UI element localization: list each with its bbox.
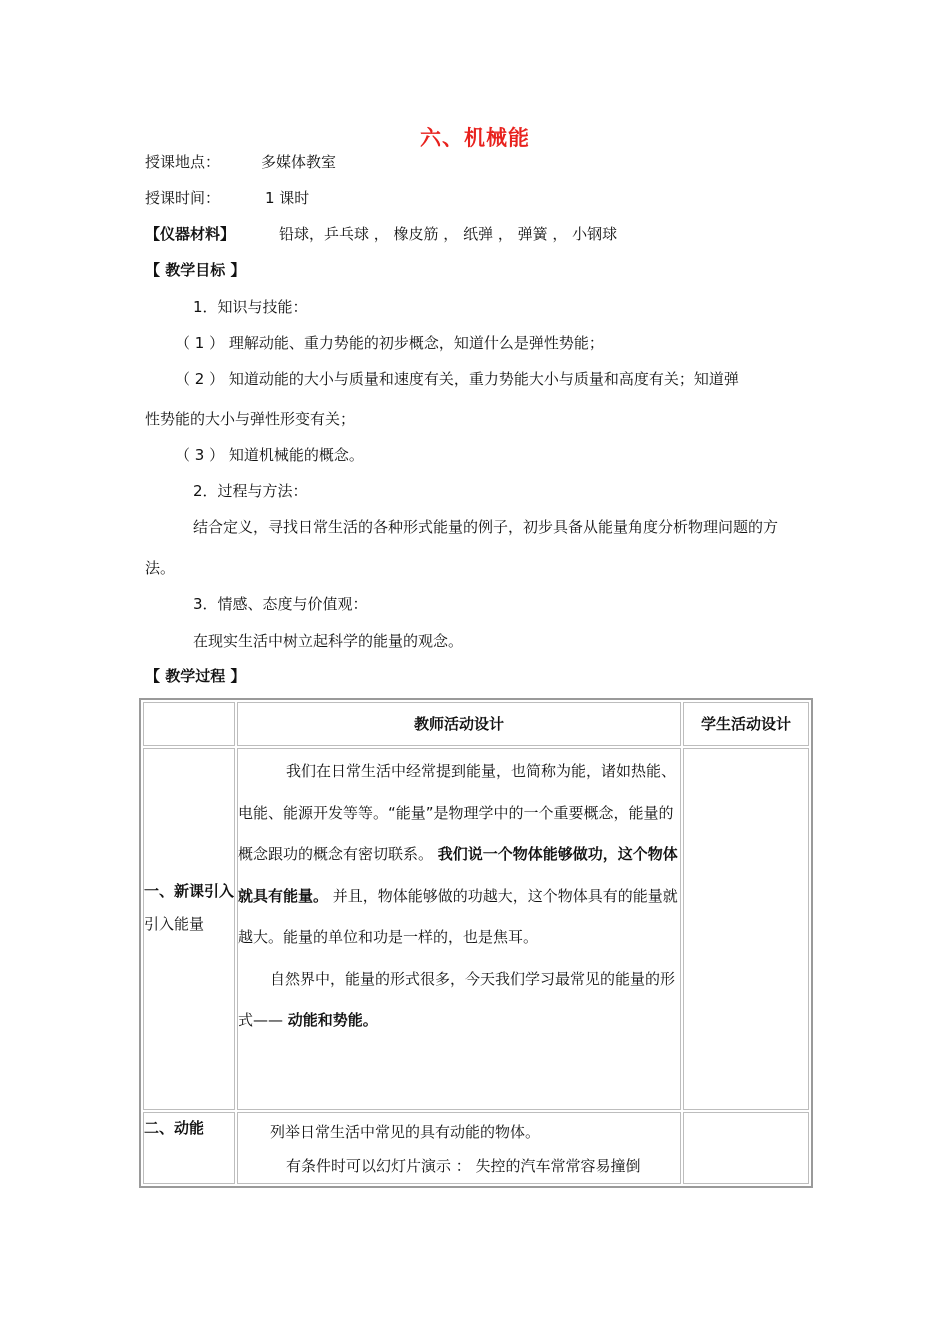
row1-teacher-cell xyxy=(237,748,681,1110)
materials-label: 【仪器材料】 xyxy=(145,225,236,243)
row2-text-2: 有条件时可以幻灯片演示 ： 失控的汽车常常容易撞倒 xyxy=(286,1157,641,1175)
header-teacher-label: 教师活动设计 xyxy=(413,715,504,733)
row1-text-1-tail: 并且，物体能够做的功越大，这个物体具有的能量就越大。能量的单位和功是一样的，也是焦耳。 xyxy=(238,886,678,946)
row1-text-1: 我们在日常生活中经常提到能量，也简称为能，诸如热能、电能、能源开发等等。“能量”是物理学中的一个重要概念，能量的概念跟功的概念有密切联系。 xyxy=(238,762,677,863)
row1-stage-cell xyxy=(143,748,235,1110)
objective-paragraph-3: 在现实生活中树立起科学的能量的观念。 xyxy=(193,632,464,650)
row2-teacher-cell xyxy=(237,1112,681,1184)
objective-paragraph-2: 结合定义，寻找日常生活的各种形式能量的例子，初步具备从能量角度分析物理问题的方法。 xyxy=(145,518,779,577)
objective-item-2-cont: 性势能的大小与弹性形变有关； xyxy=(145,410,356,428)
row1-stage xyxy=(144,749,234,941)
row1-text-2: 自然界中，能量的形式很多，今天我们学习最常见的能量的形式—— xyxy=(238,969,676,1029)
row2-stage-cell xyxy=(143,1112,235,1184)
time-label: 授课时间： xyxy=(145,189,221,207)
objective-section-1: 1．知识与技能： xyxy=(193,298,308,316)
table-row xyxy=(143,748,809,1110)
objective-item-3: （ 3 ） 知道机械能的概念。 xyxy=(175,446,364,464)
row2-text-1: 列举日常生活中常见的具有动能的物体。 xyxy=(270,1123,541,1141)
row1-teacher-content xyxy=(238,749,680,1042)
row1-stage-title: 一、新课引入 xyxy=(144,882,235,900)
row2-stage-title: 二、动能 xyxy=(144,1119,205,1137)
time-value: 1 课时 xyxy=(265,189,310,207)
row1-text-1-bold: 我们说一个物体能够做功，这个物体就具有能量。 xyxy=(238,845,678,905)
objective-section-3: 3．情感、态度与价值观： xyxy=(193,595,368,613)
materials-value: 铅球，乒乓球 ， 橡皮筋 ， 纸弹 ， 弹簧 ， 小钢球 xyxy=(279,225,618,243)
process-heading: 【 教学过程 】 xyxy=(145,667,246,685)
place-value: 多媒体教室 xyxy=(261,153,337,171)
header-student-cell xyxy=(683,702,809,746)
row1-student-cell xyxy=(683,748,809,1110)
row2-teacher-content xyxy=(238,1113,680,1183)
row1-teacher-paragraph-2 xyxy=(238,959,680,1042)
table-row xyxy=(143,1112,809,1184)
objective-item-2: （ 2 ） 知道动能的大小与质量和速度有关，重力势能大小与质量和高度有关；知道弹 xyxy=(175,370,739,388)
objective-section-2: 2．过程与方法： xyxy=(193,482,308,500)
row1-stage-sub: 引入能量 xyxy=(144,915,205,933)
objectives-heading: 【 教学目标 】 xyxy=(145,261,246,279)
row1-teacher-paragraph-1 xyxy=(238,751,680,959)
table-header-row xyxy=(143,702,809,746)
materials-row xyxy=(145,224,618,244)
header-student-label: 学生活动设计 xyxy=(700,715,791,733)
header-blank-cell xyxy=(143,702,235,746)
place-label: 授课地点： xyxy=(145,153,221,171)
row1-text-2-bold: 动能和势能。 xyxy=(287,1011,378,1029)
place-row xyxy=(145,152,337,172)
header-teacher-cell xyxy=(237,702,681,746)
row2-student-cell xyxy=(683,1112,809,1184)
document-title: 六、机械能 xyxy=(420,126,530,150)
process-table xyxy=(139,698,813,1188)
objective-item-1: （ 1 ） 理解动能、重力势能的初步概念，知道什么是弹性势能； xyxy=(175,334,604,352)
time-row xyxy=(145,188,310,208)
